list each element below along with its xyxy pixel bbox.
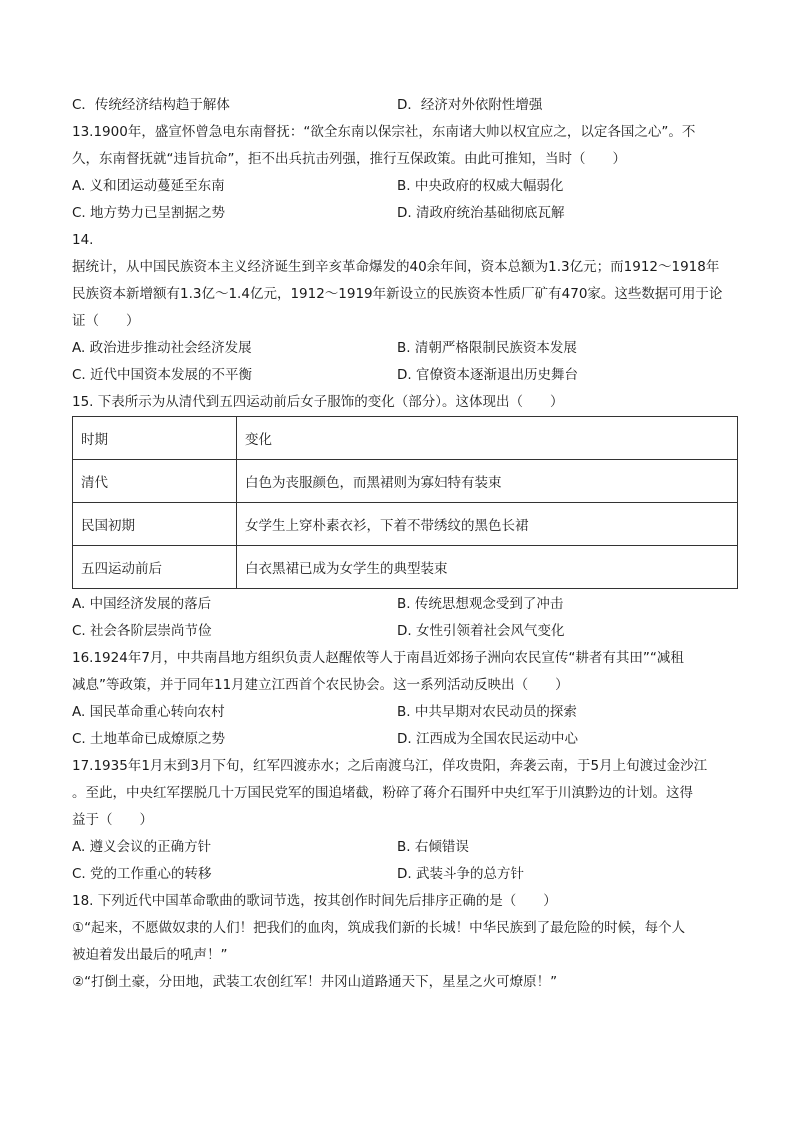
q12-options-row	[72, 94, 738, 121]
q15-options-row-1	[72, 593, 738, 620]
q17-option-b[interactable]: B. 右倾错误	[397, 839, 469, 855]
q14-stem-line-3: 证（ ）	[72, 313, 140, 329]
q13-stem-line-2: 久，东南督抚就“违旨抗命”，拒不出兵抗击列强，推行互保政策。由此可推知，当时（ ）	[72, 151, 626, 167]
q13-option-d[interactable]: D. 清政府统治基础彻底瓦解	[397, 205, 565, 221]
q17-option-c[interactable]: C. 党的工作重心的转移	[72, 866, 212, 882]
q16-option-a[interactable]: A. 国民革命重心转向农村	[72, 704, 225, 720]
q18-item-2: ②“打倒土豪，分田地，武装工农创红军！井冈山道路通天下，星星之火可燎原！”	[72, 974, 558, 990]
q14-option-d[interactable]: D. 官僚资本逐渐退出历史舞台	[397, 367, 578, 383]
q17-option-d[interactable]: D. 武装斗争的总方针	[397, 866, 524, 882]
q14-number: 14.	[72, 232, 94, 248]
q18-item-1-line-2: 被迫着发出最后的吼声！”	[72, 947, 228, 963]
q13-option-c[interactable]: C. 地方势力已呈割据之势	[72, 205, 226, 221]
q15-option-c[interactable]: C. 社会各阶层崇尚节俭	[72, 623, 212, 639]
q15-option-b[interactable]: B. 传统思想观念受到了冲击	[397, 596, 564, 612]
table-header-row	[73, 417, 738, 460]
q18-stem: 18. 下列近代中国革命歌曲的歌词节选，按其创作时间先后排序正确的是（ ）	[72, 893, 557, 909]
q13-stem-line-1: 13.1900年，盛宣怀曾急电东南督抚：“欲全东南以保宗社，东南诸大帅以权宜应之，以定各国之心”。不	[72, 124, 696, 140]
q17-stem-line-1: 17.1935年1月末到3月下旬，红军四渡赤水；之后南渡乌江，佯攻贵阳，奔袭云南，于5月上旬渡过金沙江	[72, 758, 708, 774]
table-header-change: 变化	[237, 417, 738, 460]
q16-stem-line-1: 16.1924年7月，中共南昌地方组织负责人赵醒侬等人于南昌近郊扬子洲向农民宣传“耕者有其田”“减租	[72, 650, 684, 666]
q14-stem-line-2: 民族资本新增额有1.3亿～1.4亿元，1912～1919年新设立的民族资本性质厂矿有470家。这些数据可用于论	[72, 286, 723, 302]
table-cell-change: 白衣黑裙已成为女学生的典型装束	[237, 546, 738, 589]
q15-options-row-2	[72, 620, 738, 647]
q16-option-b[interactable]: B. 中共早期对农民动员的探索	[397, 704, 577, 720]
q13-option-a[interactable]: A. 义和团运动蔓延至东南	[72, 178, 225, 194]
q15-table	[72, 416, 738, 589]
q13-options-row-2	[72, 202, 738, 229]
q17-stem-line-3: 益于（ ）	[72, 812, 153, 828]
table-cell-period: 民国初期	[73, 503, 237, 546]
q17-options-row-2	[72, 863, 738, 890]
q14-option-a[interactable]: A. 政治进步推动社会经济发展	[72, 340, 252, 356]
table-row	[73, 503, 738, 546]
table-cell-change: 女学生上穿朴素衣衫，下着不带绣纹的黑色长裙	[237, 503, 738, 546]
table-cell-change: 白色为丧服颜色，而黑裙则为寡妇特有装束	[237, 460, 738, 503]
q12-option-d[interactable]: D．经济对外依附性增强	[397, 97, 543, 113]
q16-stem-line-2: 减息”等政策，并于同年11月建立江西首个农民协会。这一系列活动反映出（ ）	[72, 677, 569, 693]
q18-item-1-line-1: ①“起来，不愿做奴隶的人们！把我们的血肉，筑成我们新的长城！中华民族到了最危险的时候，每个人	[72, 920, 686, 936]
q13-option-b[interactable]: B. 中央政府的权威大幅弱化	[397, 178, 564, 194]
q14-stem-line-1: 据统计，从中国民族资本主义经济诞生到辛亥革命爆发的40余年间，资本总额为1.3亿元；而1912～1918年	[72, 259, 720, 275]
table-row	[73, 460, 738, 503]
q16-option-c[interactable]: C. 土地革命已成燎原之势	[72, 731, 226, 747]
q16-option-d[interactable]: D. 江西成为全国农民运动中心	[397, 731, 578, 747]
q16-options-row-1	[72, 701, 738, 728]
q15-option-d[interactable]: D. 女性引领着社会风气变化	[397, 623, 565, 639]
q14-option-c[interactable]: C. 近代中国资本发展的不平衡	[72, 367, 253, 383]
exam-page	[72, 94, 738, 998]
q16-options-row-2	[72, 728, 738, 755]
q14-option-b[interactable]: B. 清朝严格限制民族资本发展	[397, 340, 577, 356]
q17-option-a[interactable]: A. 遵义会议的正确方针	[72, 839, 212, 855]
table-header-period: 时期	[73, 417, 237, 460]
table-cell-period: 五四运动前后	[73, 546, 237, 589]
table-cell-period: 清代	[73, 460, 237, 503]
q15-option-a[interactable]: A. 中国经济发展的落后	[72, 596, 212, 612]
q17-stem-line-2: 。至此，中央红军摆脱几十万国民党军的围追堵截，粉碎了蒋介石围歼中央红军于川滇黔边的计划。这得	[72, 785, 693, 801]
q12-option-c[interactable]: C．传统经济结构趋于解体	[72, 97, 230, 113]
q14-options-row-2	[72, 364, 738, 391]
table-row	[73, 546, 738, 589]
q17-options-row-1	[72, 836, 738, 863]
q15-stem: 15. 下表所示为从清代到五四运动前后女子服饰的变化（部分）。这体现出（ ）	[72, 394, 564, 410]
q13-options-row-1	[72, 175, 738, 202]
q14-options-row-1	[72, 337, 738, 364]
